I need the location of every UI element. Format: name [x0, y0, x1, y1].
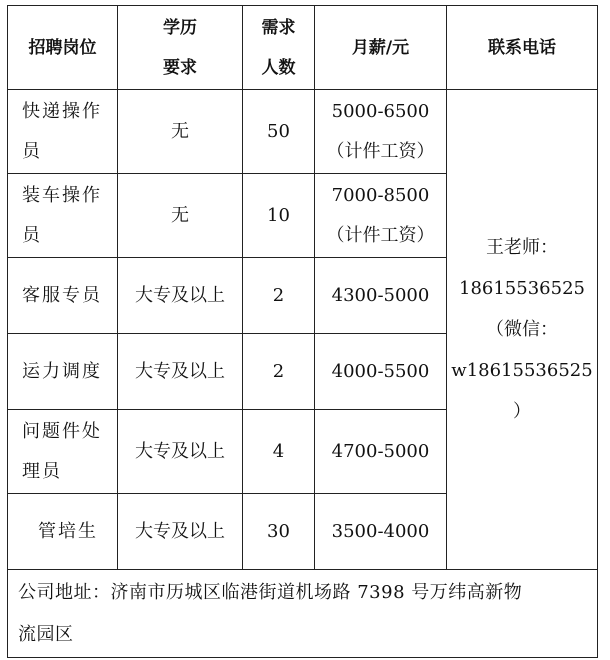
count-cell: 4	[243, 410, 315, 494]
contact-phone: 18615536525	[459, 278, 585, 299]
contact-name: 王老师：	[486, 237, 558, 258]
salary-cell	[315, 90, 447, 174]
position-line2: 员	[22, 224, 42, 246]
salary-line2: （计件工资）	[326, 224, 435, 246]
position-cell	[8, 90, 118, 174]
position-line2: 理员	[22, 460, 62, 482]
table-row	[8, 90, 598, 174]
position-line2: 员	[22, 140, 42, 162]
salary-cell: 3500-4000	[315, 494, 447, 570]
salary-line2: （计件工资）	[326, 140, 435, 162]
position-cell: 管培生	[8, 494, 118, 570]
position-cell	[8, 174, 118, 258]
education-cell: 大专及以上	[118, 258, 243, 334]
footer-row	[8, 570, 598, 658]
count-cell: 2	[243, 258, 315, 334]
header-count	[243, 6, 315, 90]
header-education	[118, 6, 243, 90]
education-cell: 大专及以上	[118, 334, 243, 410]
education-cell: 大专及以上	[118, 410, 243, 494]
position-line1: 问题件处	[22, 420, 102, 442]
count-cell: 30	[243, 494, 315, 570]
salary-line1: 7000-8500	[331, 184, 430, 206]
education-cell: 无	[118, 174, 243, 258]
count-cell: 2	[243, 334, 315, 410]
education-cell: 无	[118, 90, 243, 174]
position-cell: 客服专员	[8, 258, 118, 334]
address-line2: 流园区	[18, 623, 74, 645]
address-line1: 公司地址：济南市历城区临港街道机场路 7398 号万纬高新物	[18, 581, 523, 603]
contact-paren-close: ）	[513, 401, 531, 422]
header-contact: 联系电话	[447, 6, 598, 90]
header-position: 招聘岗位	[8, 6, 118, 90]
contact-cell	[447, 90, 598, 570]
salary-cell: 4300-5000	[315, 258, 447, 334]
position-cell	[8, 410, 118, 494]
header-count-line1: 需求	[261, 17, 296, 38]
salary-cell: 4700-5000	[315, 410, 447, 494]
header-salary: 月薪/元	[315, 6, 447, 90]
recruitment-table	[7, 5, 598, 658]
count-cell: 10	[243, 174, 315, 258]
header-education-line2: 要求	[163, 57, 197, 78]
address-cell	[8, 570, 598, 658]
education-cell: 大专及以上	[118, 494, 243, 570]
header-count-line2: 人数	[261, 57, 296, 78]
salary-cell: 4000-5500	[315, 334, 447, 410]
header-row	[8, 6, 598, 90]
position-line1: 装车操作	[22, 184, 102, 206]
contact-wechat-label: （微信：	[486, 319, 558, 340]
position-cell: 运力调度	[8, 334, 118, 410]
header-education-line1: 学历	[163, 17, 197, 38]
salary-cell	[315, 174, 447, 258]
position-line1: 快递操作	[22, 100, 102, 122]
count-cell: 50	[243, 90, 315, 174]
salary-line1: 5000-6500	[331, 100, 430, 122]
contact-wechat-id: w18615536525	[451, 360, 593, 381]
